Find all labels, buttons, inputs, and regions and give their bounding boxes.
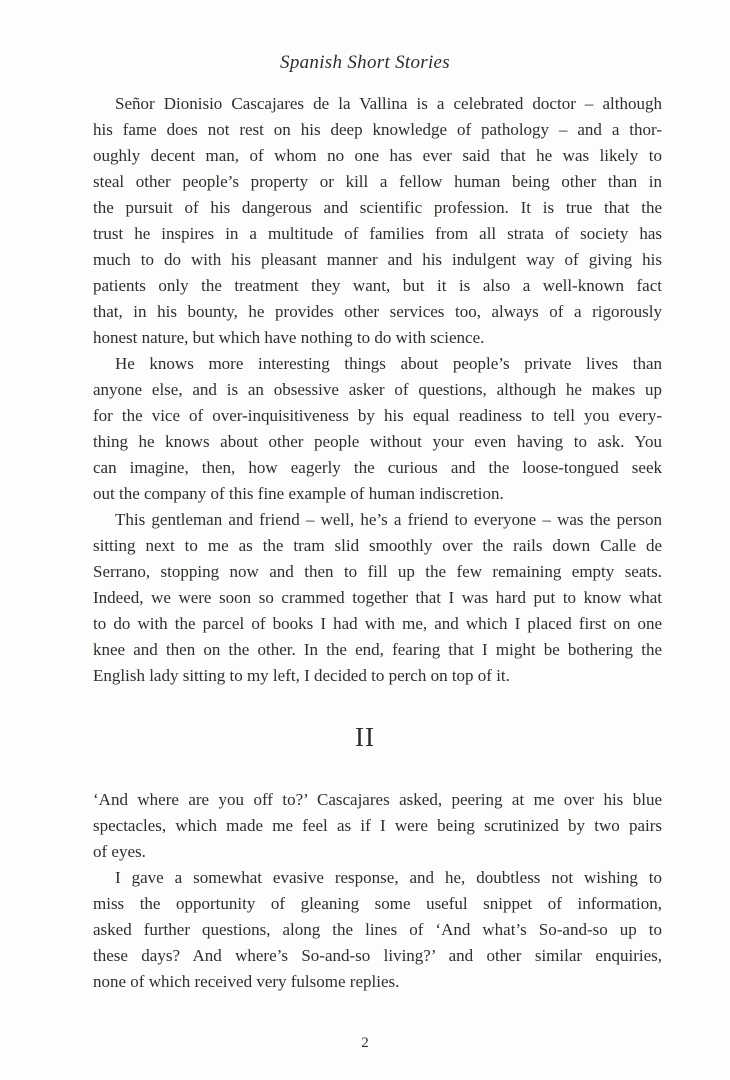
text-line: patients only the treatment they want, but it is also a well-known fact <box>93 276 662 295</box>
text-line: much to do with his pleasant manner and his indulgent way of giving his <box>93 250 662 269</box>
text-line: English lady sitting to my left, I decided to perch on top of it. <box>93 666 510 685</box>
text-line: anyone else, and is an obsessive asker of questions, although he makes up <box>93 380 662 399</box>
text-line: sitting next to me as the tram slid smoothly over the rails down Calle de <box>93 536 662 555</box>
text-line: none of which received very fulsome replies. <box>93 972 400 991</box>
text-line: these days? And where’s So-and-so living?’ and other similar enquiries, <box>93 946 662 965</box>
text-line: oughly decent man, of whom no one has ever said that he was likely to <box>93 146 662 165</box>
text-line: Serrano, stopping now and then to fill up the few remaining empty seats. <box>93 562 662 581</box>
text-line: his fame does not rest on his deep knowledge of pathology – and a thor- <box>93 120 662 139</box>
text-line: ‘And where are you off to?’ Cascajares asked, peering at me over his blue <box>93 790 662 809</box>
running-header: Spanish Short Stories <box>280 52 450 73</box>
paragraph <box>93 91 662 351</box>
body-text-part2 <box>93 787 662 995</box>
paragraph <box>93 351 662 507</box>
section-heading: II <box>355 722 375 752</box>
text-line: the pursuit of his dangerous and scientific profession. It is true that the <box>93 198 662 217</box>
text-line: Indeed, we were soon so crammed together that I was hard put to know what <box>93 588 662 607</box>
text-line: of eyes. <box>93 842 146 861</box>
text-line: I gave a somewhat evasive response, and he, doubtless not wishing to <box>115 868 662 887</box>
text-line: spectacles, which made me feel as if I were being scrutinized by two pairs <box>93 816 662 835</box>
body-text-part1 <box>93 91 662 689</box>
paragraph <box>93 787 662 865</box>
text-line: knee and then on the other. In the end, fearing that I might be bothering the <box>93 640 662 659</box>
text-line: for the vice of over-inquisitiveness by his equal readiness to tell you every- <box>93 406 662 425</box>
text-line: He knows more interesting things about people’s private lives than <box>115 354 662 373</box>
text-line: miss the opportunity of gleaning some useful snippet of information, <box>93 894 662 913</box>
paragraph <box>93 507 662 689</box>
paragraph <box>93 865 662 995</box>
text-line: out the company of this fine example of human indiscretion. <box>93 484 504 503</box>
text-line: trust he inspires in a multitude of families from all strata of society has <box>93 224 662 243</box>
text-line: thing he knows about other people without your even having to ask. You <box>93 432 662 451</box>
text-line: This gentleman and friend – well, he’s a friend to everyone – was the person <box>115 510 662 529</box>
text-line: that, in his bounty, he provides other services too, always of a rigorously <box>93 302 662 321</box>
text-line: asked further questions, along the lines of ‘And what’s So-and-so up to <box>93 920 662 939</box>
text-line: to do with the parcel of books I had with me, and which I placed first on one <box>93 614 662 633</box>
text-line: can imagine, then, how eagerly the curious and the loose-tongued seek <box>93 458 662 477</box>
text-line: steal other people’s property or kill a fellow human being other than in <box>93 172 662 191</box>
text-line: Señor Dionisio Cascajares de la Vallina is a celebrated doctor – although <box>115 94 662 113</box>
page-number: 2 <box>361 1035 369 1051</box>
text-line: honest nature, but which have nothing to do with science. <box>93 328 485 347</box>
